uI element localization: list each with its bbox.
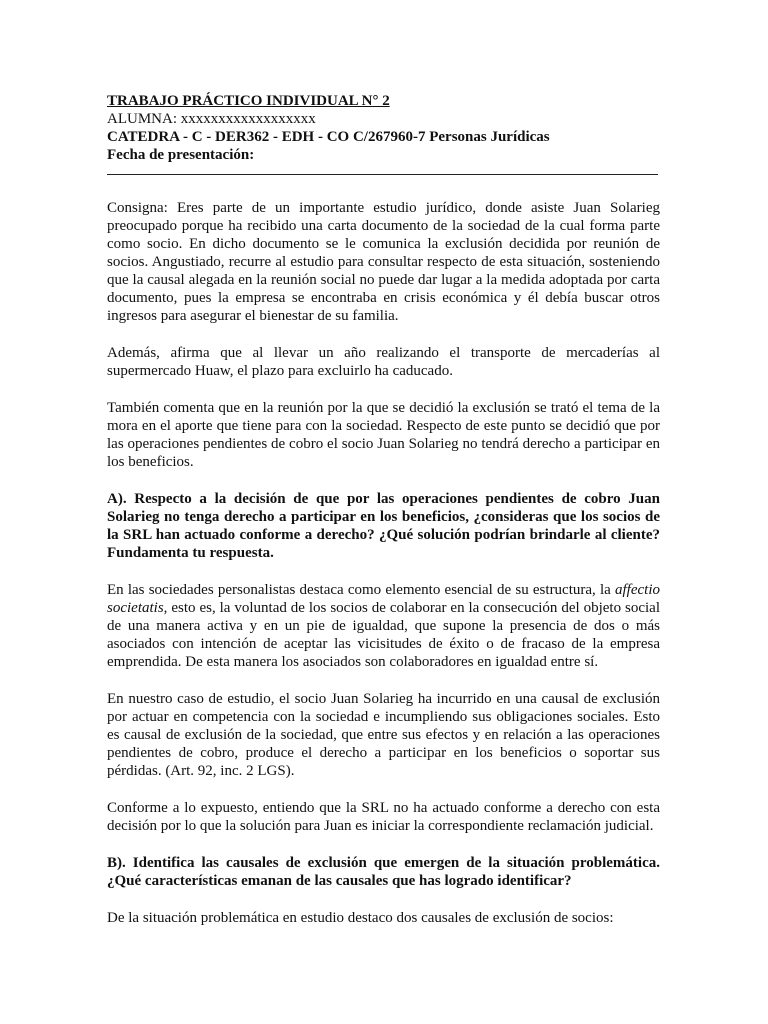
answer-a-paragraph-3: Conforme a lo expuesto, entiendo que la SRL no ha actuado conforme a derecho con esta decisión por lo que la solución para Juan es iniciar la correspondiente reclamación judicial. <box>107 800 660 834</box>
student-line: ALUMNA: xxxxxxxxxxxxxxxxxx <box>107 111 316 127</box>
ademas-paragraph: Además, afirma que al llevar un año realizando el transporte de mercaderías al supermercado Huaw, el plazo para excluirlo ha caducado. <box>107 345 660 379</box>
answer-a-paragraph-1 <box>107 581 660 671</box>
answer-a-paragraph-2: En nuestro caso de estudio, el socio Juan Solarieg ha incurrido en una causal de exclusión por actuar en competencia con la sociedad e incumpliendo sus obligaciones sociales. Esto es causal de exclusión de la sociedad, que entre sus efectos y en relación a las operaciones pendientes de cobro, produce el derecho a participar en los beneficios o soportar sus pérdidas. (Art. 92, inc. 2 LGS). <box>107 691 660 779</box>
course-line: CATEDRA - C - DER362 - EDH - CO C/267960-7 Personas Jurídicas <box>107 129 550 145</box>
answer-a1-end: , esto es, la voluntad de los socios de colaborar en la consecución del objeto social de una manera activa y en un pie de igualdad, que supone la presencia de dos o más asociados con intención de aceptar las vicisitudes de éxito o de fracaso de la empresa emprendida. De esta manera los asociados son colaboradores en igualdad entre sí. <box>107 600 660 670</box>
question-a: A). Respecto a la decisión de que por las operaciones pendientes de cobro Juan Solarieg no tenga derecho a participar en los beneficios, ¿consideras que los socios de la SRL han actuado conforme a derecho? ¿Qué solución podrían brindarle al cliente? Fundamenta tu respuesta. <box>107 491 660 561</box>
answer-a1-start: En las sociedades personalistas destaca como elemento esencial de su estructura, la <box>107 582 615 598</box>
header-divider <box>107 174 658 175</box>
document-page <box>107 92 660 927</box>
date-label: Fecha de presentación: <box>107 147 255 163</box>
tambien-paragraph: También comenta que en la reunión por la que se decidió la exclusión se trató el tema de la mora en el aporte que tiene para con la sociedad. Respecto de este punto se decidió que por las operaciones pendientes de cobro el socio Juan Solarieg no tendrá derecho a participar en los beneficios. <box>107 400 660 470</box>
answer-b-paragraph-1: De la situación problemática en estudio destaco dos causales de exclusión de socios: <box>107 910 614 926</box>
document-title: TRABAJO PRÁCTICO INDIVIDUAL N° 2 <box>107 93 390 109</box>
consigna-paragraph: Consigna: Eres parte de un importante estudio jurídico, donde asiste Juan Solarieg preocupado porque ha recibido una carta documento de la sociedad de la cual forma parte como socio. En dicho documento se le comunica la exclusión decidida por reunión de socios. Angustiado, recurre al estudio para consultar respecto de esta situación, sosteniendo que la causal alegada en la reunión social no puede dar lugar a la medida adoptada por carta documento, pues la empresa se encontraba en crisis económica y él debía buscar otros ingresos para asegurar el bienestar de su familia. <box>107 200 660 324</box>
question-b: B). Identifica las causales de exclusión que emergen de la situación problemática. ¿Qué características emanan de las causales que has logrado identificar? <box>107 855 660 889</box>
affectio-societatis-term: affectio societatis <box>107 582 660 616</box>
